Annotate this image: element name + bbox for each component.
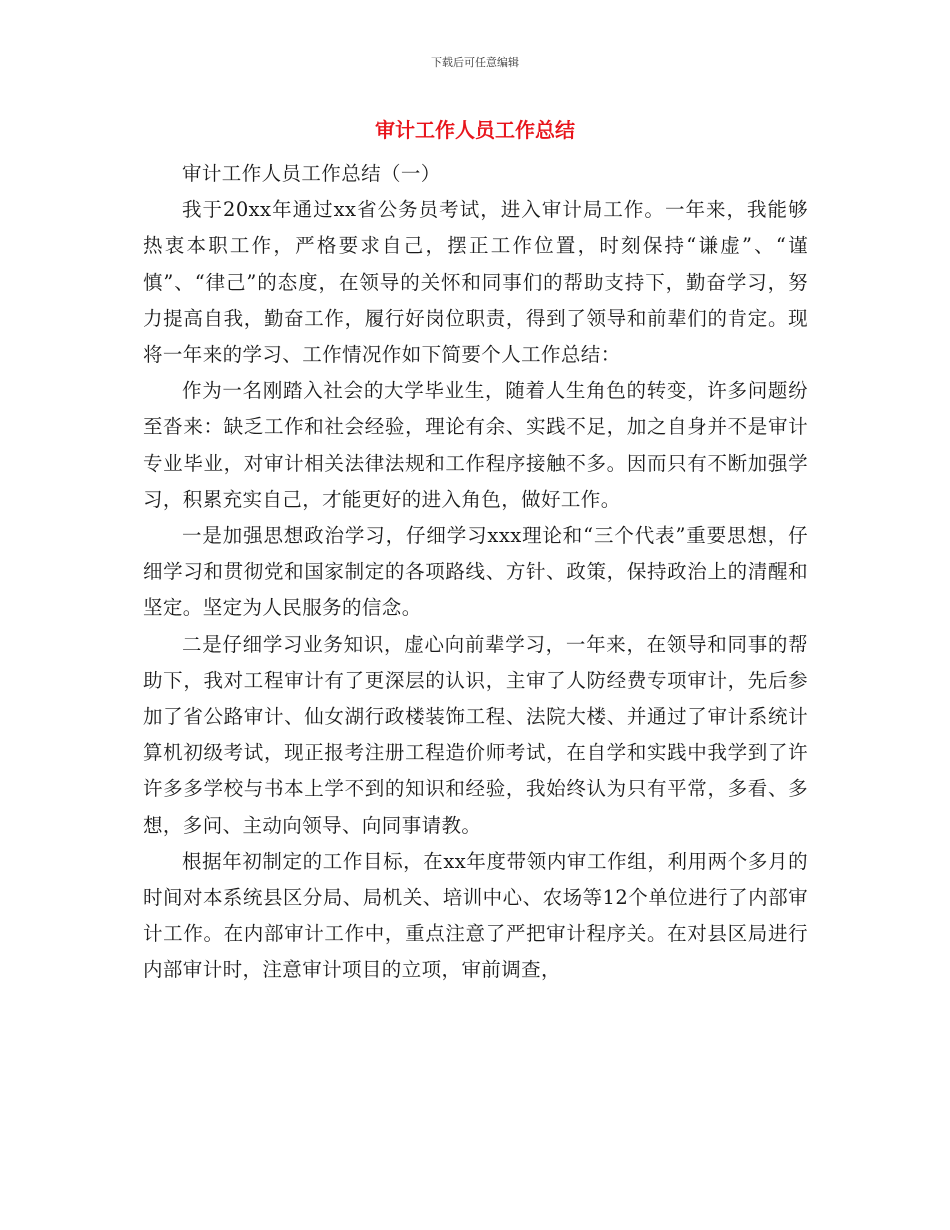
paragraph-internal-audit: 根据年初制定的工作目标，在xx年度带领内审工作组，利用两个多月的时间对本系统县区分局、局机关、培训中心、农场等12个单位进行了内部审计工作。在内部审计工作中，重点注意了严把审计程序关。在对县区局进行内部审计时，注意审计项目的立项，审前调查， xyxy=(143,849,808,982)
paragraph-business-study: 二是仔细学习业务知识，虚心向前辈学习，一年来，在领导和同事的帮助下，我对工程审计有了更深层的认识，主审了人防经费专项审计，先后参加了省公路审计、仙女湖行政楼装饰工程、法院大楼、并通过了审计系统计算机初级考试，现正报考注册工程造价师考试，在自学和实践中我学到了许许多多学校与书本上学不到的知识和经验，我始终认为只有平常，多看、多想，多问、主动向领导、向同事请教。 xyxy=(143,632,808,837)
paragraph-background: 作为一名刚踏入社会的大学毕业生，随着人生角色的转变，许多问题纷至沓来：缺乏工作和社会经验，理论有余、实践不足，加之自身并不是审计专业毕业，对审计相关法律法规和工作程序接触不多。因而只有不断加强学习，积累充实自己，才能更好的进入角色，做好工作。 xyxy=(143,379,808,511)
header-note: 下载后可任意编辑 xyxy=(431,56,519,69)
section-heading: 审计工作人员工作总结（一） xyxy=(182,162,441,185)
document-body xyxy=(143,156,808,989)
paragraph-political-study: 一是加强思想政治学习，仔细学习xxx理论和“三个代表”重要思想，仔细学习和贯彻党和国家制定的各项路线、方针、政策，保持政治上的清醒和坚定。坚定为人民服务的信念。 xyxy=(143,524,808,620)
paragraph-intro: 我于20xx年通过xx省公务员考试，进入审计局工作。一年来，我能够热衷本职工作，严格要求自己，摆正工作位置，时刻保持“谦虚”、“谨慎”、“律己”的态度，在领导的关怀和同事们的帮助支持下，勤奋学习，努力提高自我，勤奋工作，履行好岗位职责，得到了领导和前辈们的肯定。现将一年来的学习、工作情况作如下简要个人工作总结： xyxy=(143,198,808,367)
document-title: 审计工作人员工作总结 xyxy=(375,118,575,142)
